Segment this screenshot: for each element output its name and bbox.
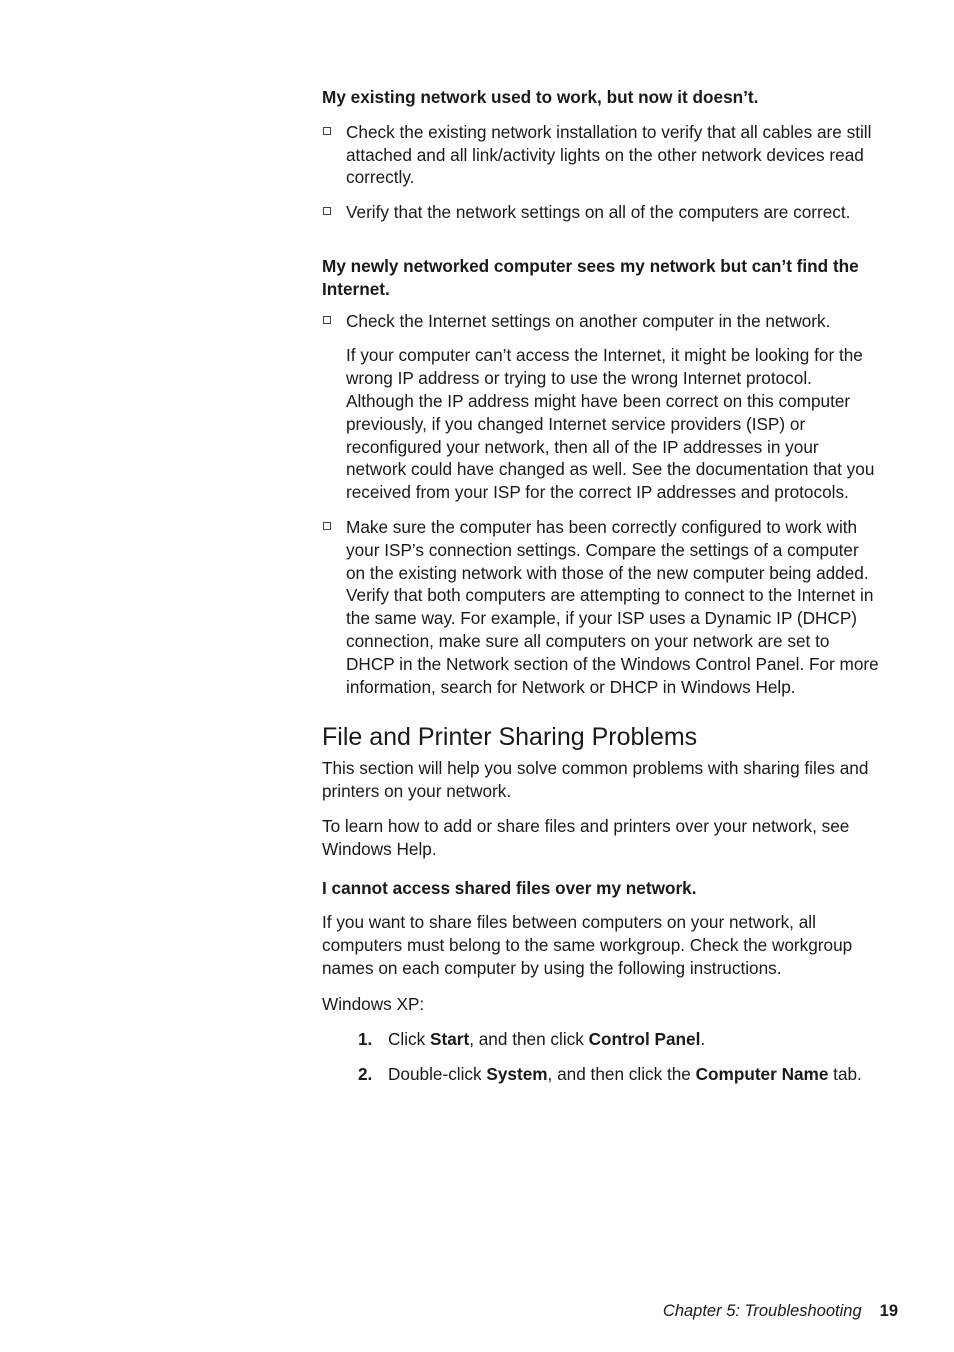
page-content [322,86,882,1086]
step-number: 2. [358,1064,373,1085]
intro-paragraph: This section will help you solve common problems with sharing files and printers on your network. [322,758,869,802]
os-label: Windows XP: [322,993,425,1014]
square-bullet-icon [323,127,331,135]
step-item [322,1028,882,1051]
question-heading-no-internet: My newly networked computer sees my network but can’t find the Internet. [322,255,859,299]
step-keyword: Control Panel [588,1028,701,1049]
bullet-item [322,516,882,698]
square-bullet-icon [323,522,331,530]
step-text: , and then click the [547,1064,696,1085]
bullet-item [322,201,882,224]
bullet-text: Check the existing network installation to verify that all cables are still attached and all link/activity lights on the other network devices read correctly. [346,121,872,188]
question-heading-shared-files: I cannot access shared files over my network. [322,877,697,898]
step-keyword: Computer Name [695,1064,829,1085]
bullet-text: Check the Internet settings on another computer in the network. [346,310,831,331]
bullet-item [322,310,882,333]
step-text: , and then click [469,1028,589,1049]
step-text: tab. [828,1064,862,1085]
question-heading-existing-network: My existing network used to work, but now it doesn’t. [322,87,759,107]
bullet-item [322,121,882,189]
step-keyword: Start [430,1028,470,1049]
steps-list [322,1028,882,1087]
chapter-label: Chapter 5: Troubleshooting [662,1302,862,1320]
step-item [322,1063,882,1086]
section-title: File and Printer Sharing Problems [322,723,698,752]
step-keyword: System [486,1064,548,1085]
step-text: Double-click [388,1064,487,1085]
workgroup-paragraph: If you want to share files between computers on your network, all computers must belong to the same workgroup. Check the workgroup names on each computer by using the following instructions. [322,912,853,978]
intro-paragraph: To learn how to add or share files and printers over your network, see Windows Help. [322,815,850,859]
page-number: 19 [879,1302,898,1320]
bullet-text: Verify that the network settings on all of the computers are correct. [346,202,851,223]
square-bullet-icon [323,316,331,324]
step-number: 1. [358,1028,373,1049]
bullet-detail-paragraph: If your computer can’t access the Internet, it might be looking for the wrong IP address or trying to use the wrong Internet protocol. Although the IP address might have been correct on this computer previously, if you changed Internet service providers (ISP) or reconfigured your network, then all of the IP addresses in your network could have changed as well. See the documentation that you received from your ISP for the correct IP addresses and protocols. [346,345,875,503]
page-footer [663,1300,898,1322]
step-text: . [700,1028,706,1049]
square-bullet-icon [323,207,331,215]
bullet-text: Make sure the computer has been correctly configured to work with your ISP’s connection settings. Compare the settings of a computer on the existing network with those of the new computer being added. Verify that both computers are attempting to connect to the Internet in the same way. For example, if your ISP uses a Dynamic IP (DHCP) connection, make sure all computers on your network are set to DHCP in the Network section of the Windows Control Panel. For more information, search for Network or DHCP in Windows Help. [346,516,879,697]
step-text: Click [388,1028,431,1049]
